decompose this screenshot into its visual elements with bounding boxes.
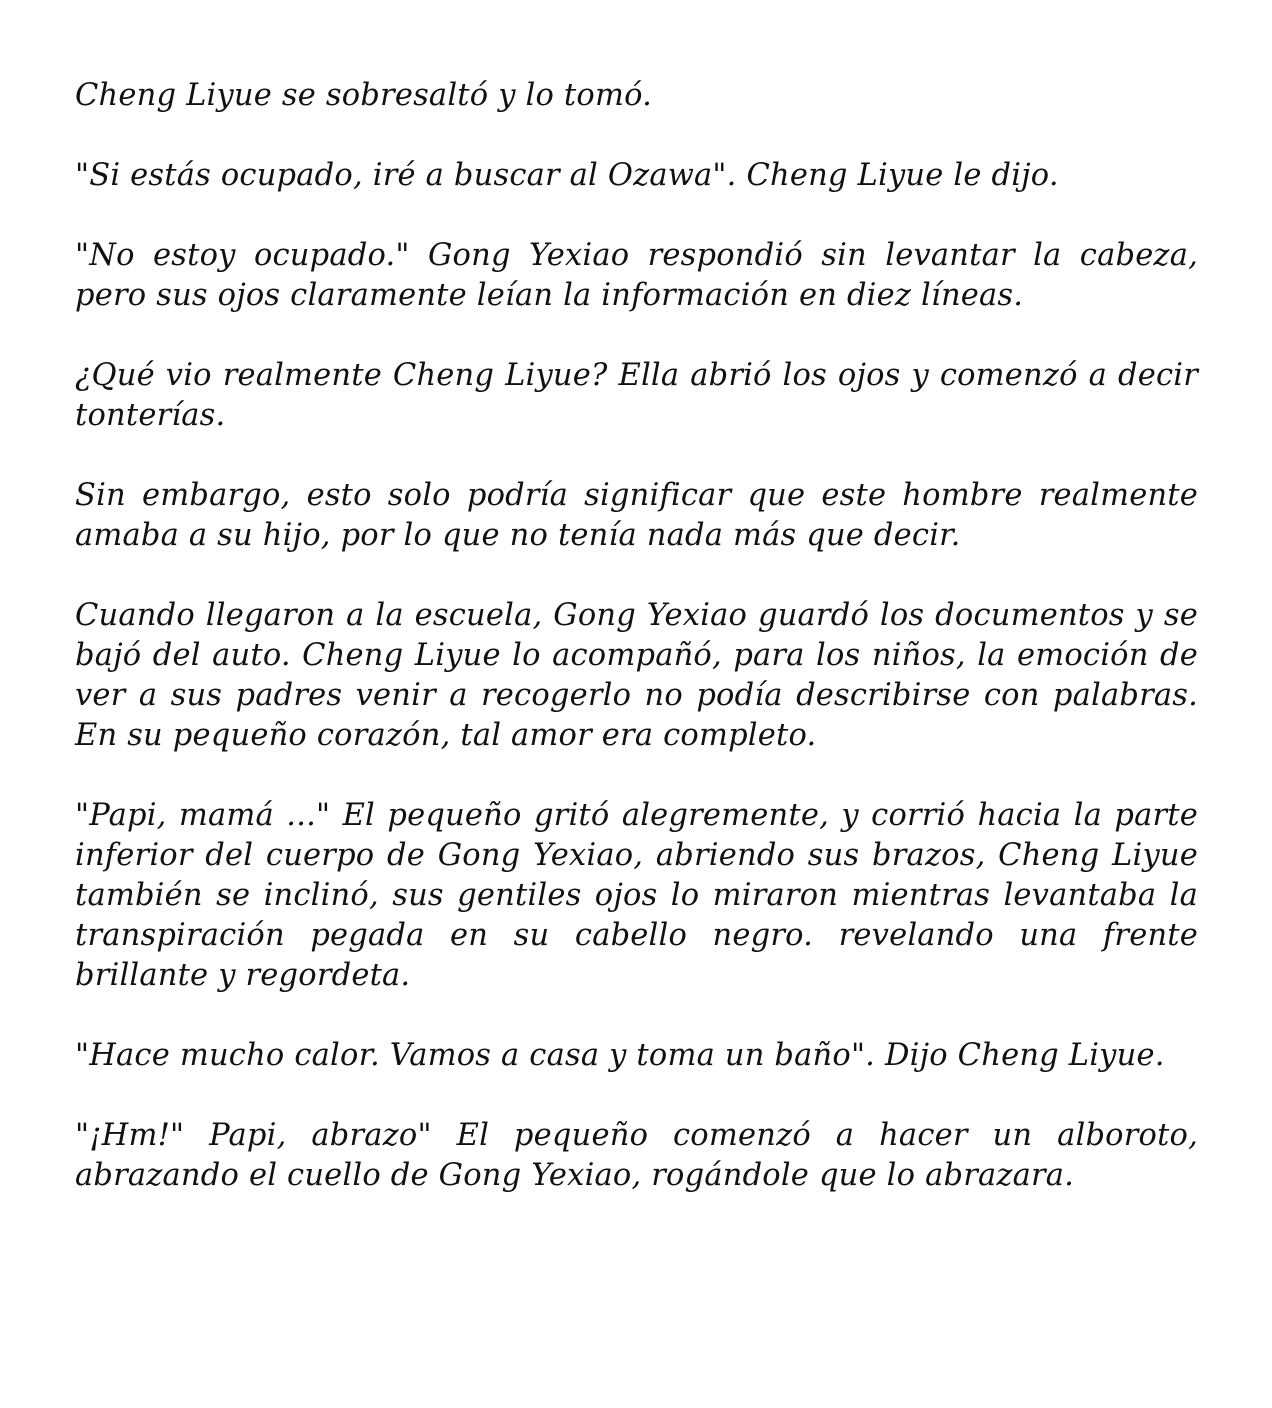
paragraph-2: "Si estás ocupado, iré a buscar al Ozawa". Cheng Liyue le dijo. bbox=[75, 158, 1059, 193]
paragraph-1: Cheng Liyue se sobresaltó y lo tomó. bbox=[75, 78, 652, 113]
paragraph-4: ¿Qué vio realmente Cheng Liyue? Ella abrió los ojos y comenzó a decir tonterías. bbox=[75, 358, 1198, 433]
paragraph-5: Sin embargo, esto solo podría significar que este hombre realmente amaba a su hijo, por lo que no tenía nada más que decir. bbox=[75, 478, 1198, 553]
paragraph-6: Cuando llegaron a la escuela, Gong Yexiao guardó los documentos y se bajó del auto. Cheng Liyue lo acompañó, para los niños, la emoción de ver a sus padres venir a recogerlo no podía describirse con palabras. En su pequeño corazón, tal amor era completo. bbox=[75, 598, 1198, 753]
paragraph-3: "No estoy ocupado." Gong Yexiao respondió sin levantar la cabeza, pero sus ojos claramente leían la información en diez líneas. bbox=[75, 238, 1198, 313]
paragraph-9: "¡Hm!" Papi, abrazo" El pequeño comenzó a hacer un alboroto, abrazando el cuello de Gong Yexiao, rogándole que lo abrazara. bbox=[75, 1118, 1198, 1193]
paragraph-7: "Papi, mamá ..." El pequeño gritó alegremente, y corrió hacia la parte inferior del cuerpo de Gong Yexiao, abriendo sus brazos, Cheng Liyue también se inclinó, sus gentiles ojos lo miraron mientras levantaba la transpiración pegada en su cabello negro. revelando una frente brillante y regordeta. bbox=[75, 798, 1198, 993]
paragraph-8: "Hace mucho calor. Vamos a casa y toma un baño". Dijo Cheng Liyue. bbox=[75, 1038, 1165, 1073]
